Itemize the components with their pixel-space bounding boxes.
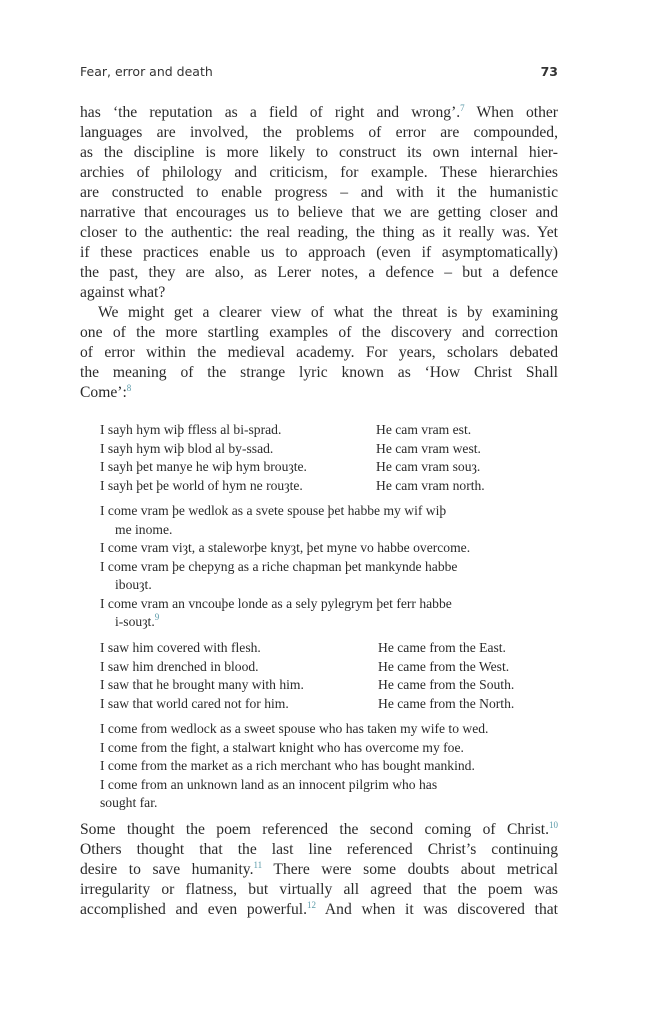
line-text: the meaning of the strange lyric known as ‘How Christ Shall bbox=[80, 364, 558, 381]
verse-right: He came from the South. bbox=[378, 677, 515, 692]
verse-right: He cam vram west. bbox=[376, 440, 481, 456]
text-line bbox=[80, 203, 558, 223]
line-text: against what? bbox=[80, 284, 166, 301]
verse-text: I come from wedlock as a sweet spouse who has taken my wife to wed. bbox=[100, 721, 489, 736]
line-text: Come’: bbox=[80, 384, 127, 401]
text-line bbox=[80, 123, 558, 143]
verse-left: I sayh þet þe world of hym ne rouȝte. bbox=[100, 477, 303, 493]
text-line bbox=[80, 103, 558, 123]
verse-left: I sayh hym wiþ ffless al bi-sprad. bbox=[100, 422, 282, 437]
line-text: has ‘the reputation as a field of right and wrong’. bbox=[80, 104, 461, 121]
verse-line bbox=[100, 658, 510, 677]
verse-line bbox=[100, 595, 470, 614]
text-line bbox=[80, 183, 558, 203]
line-text: languages are involved, the problems of error are compounded, bbox=[80, 124, 558, 141]
verse-text: I come vram an vncouþe londe as a sely pylegrym þet ferr habbe bbox=[100, 595, 452, 611]
verse-translation-lines bbox=[100, 720, 488, 813]
line-text: desire to save humanity. bbox=[80, 861, 254, 878]
text-line bbox=[80, 243, 558, 263]
line-text: And when it was discovered that bbox=[316, 901, 558, 918]
text-line bbox=[80, 303, 558, 323]
verse-text: I come vram viȝt, a staleworþe knyȝt, þet myne vo habbe overcome. bbox=[100, 540, 471, 555]
page-number: 73 bbox=[540, 64, 558, 79]
text-line bbox=[80, 383, 558, 403]
verse-original-stanza bbox=[100, 421, 485, 495]
line-text: Others thought that the last line referenced Christ’s continuing bbox=[80, 841, 558, 858]
text-line bbox=[80, 283, 558, 303]
verse-right: He cam vram souȝ. bbox=[376, 459, 481, 474]
text-line bbox=[80, 323, 558, 343]
line-text: of error within the medieval academy. For years, scholars debated bbox=[80, 344, 558, 361]
verse-left: I sayh þet manye he wiþ hym brouȝte. bbox=[100, 459, 307, 474]
verse-text: i-souȝt. bbox=[115, 614, 155, 629]
text-line bbox=[80, 363, 558, 383]
line-text: as the discipline is more likely to construct its own internal hier- bbox=[80, 144, 558, 161]
text-line bbox=[80, 223, 558, 243]
line-text: if these practices enable us to approach (even if asymptomatically) bbox=[80, 244, 558, 261]
verse-line bbox=[100, 757, 488, 776]
text-line bbox=[80, 820, 558, 840]
paragraph-3 bbox=[80, 820, 558, 920]
verse-right: He came from the West. bbox=[378, 658, 510, 674]
text-line bbox=[80, 900, 558, 920]
verse-left: I saw that world cared not for him. bbox=[100, 695, 289, 711]
footnote-ref: 7 bbox=[460, 103, 465, 113]
text-line bbox=[80, 343, 558, 363]
verse-line bbox=[100, 502, 470, 521]
verse-text: I come vram þe wedlok as a svete spouse þet habbe my wif wiþ bbox=[100, 503, 447, 518]
line-text: There were some doubts about metrical bbox=[262, 861, 558, 878]
paragraph-2 bbox=[80, 303, 558, 403]
verse-left: I saw him covered with flesh. bbox=[100, 640, 261, 655]
verse-line bbox=[100, 639, 506, 658]
verse-line bbox=[100, 576, 470, 595]
text-line bbox=[80, 263, 558, 283]
verse-line bbox=[100, 477, 485, 496]
line-text: the past, they are also, as Lerer notes, a defence – but a defence bbox=[80, 264, 558, 281]
verse-text: I come from the fight, a stalwart knight who has overcome my foe. bbox=[100, 739, 464, 755]
line-text: are constructed to enable progress – and with it the humanistic bbox=[80, 184, 558, 201]
text-line bbox=[80, 163, 558, 183]
verse-left: I saw him drenched in blood. bbox=[100, 658, 259, 674]
verse-text: I come from an unknown land as an innocent pilgrim who has bbox=[100, 776, 438, 792]
text-line bbox=[80, 880, 558, 900]
text-line bbox=[80, 840, 558, 860]
verse-right: He came from the East. bbox=[378, 640, 506, 655]
running-title: Fear, error and death bbox=[80, 64, 213, 79]
footnote-ref: 8 bbox=[126, 383, 132, 393]
line-text: When other bbox=[464, 104, 559, 121]
verse-text: ibouȝt. bbox=[115, 577, 152, 592]
verse-text: I come from the market as a rich merchant who has bought mankind. bbox=[100, 758, 475, 773]
text-line bbox=[80, 860, 558, 880]
line-text: We might get a clearer view of what the threat is by examining bbox=[98, 304, 558, 321]
verse-original-lines bbox=[100, 502, 470, 632]
verse-line bbox=[100, 440, 481, 459]
verse-line bbox=[100, 539, 470, 558]
verse-line bbox=[100, 695, 515, 714]
verse-left: I sayh hym wiþ blod al by-ssad. bbox=[100, 440, 274, 456]
footnote-ref: 10 bbox=[549, 820, 558, 830]
verse-text: sought far. bbox=[100, 795, 158, 810]
verse-right: He cam vram north. bbox=[376, 477, 485, 493]
verse-line bbox=[100, 676, 515, 695]
footnote-ref: 12 bbox=[307, 900, 317, 910]
line-text: narrative that encourages us to believe that we are getting closer and bbox=[80, 204, 558, 221]
line-text: Some thought the poem referenced the second coming of Christ. bbox=[80, 821, 549, 838]
verse-line bbox=[100, 558, 470, 577]
verse-line bbox=[100, 776, 488, 795]
verse-line bbox=[100, 458, 481, 477]
verse-line bbox=[100, 521, 470, 540]
verse-line bbox=[100, 739, 488, 758]
verse-translation-stanza bbox=[100, 639, 515, 713]
verse-line bbox=[100, 421, 472, 440]
verse-line bbox=[100, 794, 488, 813]
footnote-ref: 11 bbox=[253, 860, 263, 870]
paragraph-1 bbox=[80, 103, 558, 303]
verse-line bbox=[100, 720, 488, 739]
verse-right: He cam vram est. bbox=[376, 422, 472, 437]
verse-left: I saw that he brought many with him. bbox=[100, 677, 304, 692]
footnote-ref: 9 bbox=[154, 612, 160, 622]
verse-text: me inome. bbox=[115, 521, 173, 537]
line-text: accomplished and even powerful. bbox=[80, 901, 308, 918]
verse-line bbox=[100, 613, 470, 632]
verse-right: He came from the North. bbox=[378, 695, 515, 711]
line-text: one of the more startling examples of the discovery and correction bbox=[80, 324, 558, 341]
line-text: closer to the authentic: the real reading, the thing as it really was. Yet bbox=[80, 224, 558, 241]
line-text: archies of philology and criticism, for example. These hierarchies bbox=[80, 164, 558, 181]
text-line bbox=[80, 143, 558, 163]
line-text: irregularity or flatness, but virtually all agreed that the poem was bbox=[80, 881, 558, 898]
verse-text: I come vram þe chepyng as a riche chapman þet mankynde habbe bbox=[100, 558, 458, 574]
